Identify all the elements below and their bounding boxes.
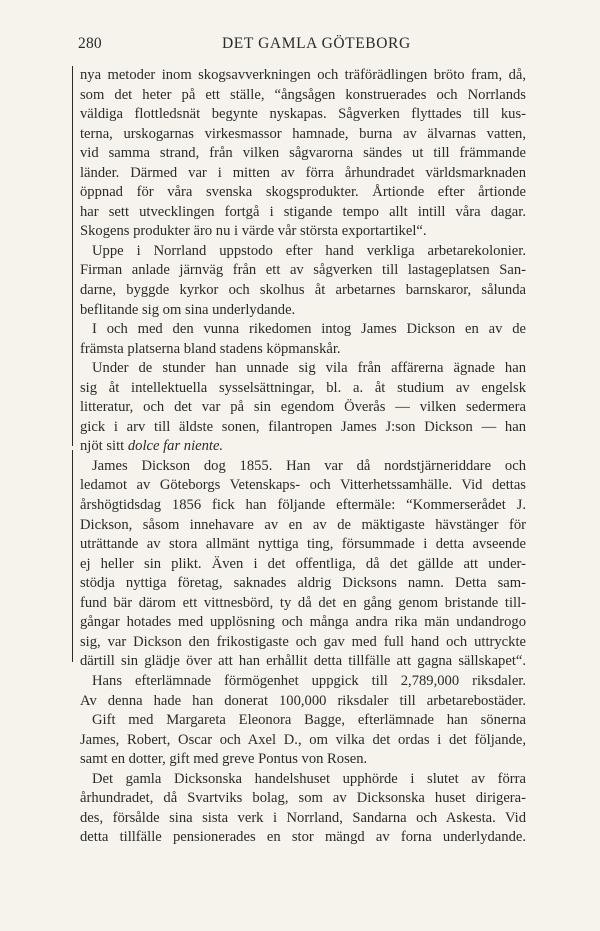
text-line: Firman anlade järnväg från ett av sågverken till lastageplatsen San- xyxy=(80,262,526,279)
page-header xyxy=(78,35,528,55)
text-line: James, Robert, Oscar och Axel D., om vilka det ordas i det följande, xyxy=(80,731,526,748)
text-line: Hans efterlämnade förmögenhet uppgick till 2,789,000 riksdaler. xyxy=(92,672,526,689)
text-line: årshögtidsdag 1856 fick han följande eftermäle: “Kommerserådet J. xyxy=(80,497,526,514)
text-line: som det heter på ett ställe, “ångsågen konstruerades och Norrlands xyxy=(80,86,526,103)
text-line: stödja nyttiga företag, saknades aldrig Dicksons namn. Detta sam- xyxy=(80,575,526,592)
body-text xyxy=(80,66,526,848)
text-line: des, försålde sina sista verk i Norrland, Sandarna och Askesta. Vid xyxy=(80,809,526,826)
text-line: vid samma strand, från vilken sågvarorna sändes ut till främmande xyxy=(80,145,526,162)
text-line: ej heller sin plikt. Även i det offentliga, då det gällde att under- xyxy=(80,555,526,572)
text-line: därtill sin glädje över att han erhållit detta tillfälle att gagna sällskapet“. xyxy=(80,653,526,670)
text-line: James Dickson dog 1855. Han var då nordstjärneriddare och xyxy=(92,457,526,474)
text-line: sig, var Dickson den frikostigaste och gav med full hand och uttryckte xyxy=(80,633,526,650)
text-line: darne, byggde kyrkor och skolhus åt arbetarnes barnskaror, sålunda xyxy=(80,282,526,299)
text-line: ledamot av Göteborgs Vetenskaps- och Vitterhetssamhälle. Vid dettas xyxy=(80,477,526,494)
margin-rule-upper xyxy=(72,66,73,446)
text-line: främsta platserna bland stadens köpmanskår. xyxy=(80,340,341,357)
text-line: fund bär därom ett vittnesbörd, ty då det en gång genom bristande till- xyxy=(80,594,526,611)
text-line: samt en dotter, gift med greve Pontus von Rosen. xyxy=(80,751,368,768)
text-line: Skogens produkter äro nu i värde vår största exportartikel“. xyxy=(80,223,427,240)
text-line: litteratur, och det var på sin egendom Överås — vilken sedermera xyxy=(80,399,526,416)
running-title: DET GAMLA GÖTEBORG xyxy=(222,35,411,52)
text-line: detta tillfälle pensionerades en stor mängd av forna underlydande. xyxy=(80,829,526,846)
page-number: 280 xyxy=(78,35,102,52)
text-line: Under de stunder han unnade sig vila från affärerna ägnade han xyxy=(92,360,526,377)
text-line: sig åt intellektuella sysselsättningar, bl. a. åt studium av engelsk xyxy=(80,379,526,396)
text-line: I och med den vunna rikedomen intog James Dickson en av de xyxy=(92,321,526,338)
text-line: Av denna hade han donerat 100,000 riksdaler till arbetarebostäder. xyxy=(80,692,526,709)
text-line: öppnad för våra svenska skogsprodukter. Årtionde efter årtionde xyxy=(80,184,526,201)
text-line: århundradet, då Svartviks bolag, som av Dicksonska huset dirigera- xyxy=(80,790,526,807)
text-line: beflitande sig om sina underlydande. xyxy=(80,301,296,318)
text-line: nya metoder inom skogsavverkningen och träförädlingen bröto fram, då, xyxy=(80,67,526,83)
text-line: njöt sitt dolce far niente. xyxy=(80,438,224,455)
text-line: länder. Därmed var i mitten av förra århundradet världsmarknaden xyxy=(80,164,526,181)
text-line: har sett utvecklingen fortgå i stigande tempo allt intill våra dagar. xyxy=(80,203,526,220)
text-line: väldiga flottledsnät begynte nyskapas. Sågverken flyttades till kus- xyxy=(80,106,526,123)
text-line: terna, urskogarnas virkesmassor hamnade, burna av älvarnas vatten, xyxy=(80,125,526,142)
italic-phrase: dolce far niente. xyxy=(127,438,224,455)
margin-rule-lower xyxy=(72,450,73,662)
text-line: Det gamla Dicksonska handelshuset upphörde i slutet av förra xyxy=(92,770,526,787)
text-line: uträttande av stora allmänt nyttiga ting, försummade i detta avseende xyxy=(80,536,526,553)
text-line: gick i arv till äldste sonen, filantropen James J:son Dickson — han xyxy=(80,418,526,435)
text-line: Dickson, såsom innehavare av en av de mäktigaste hävstänger för xyxy=(80,516,526,533)
text-line: gångar hotades med upplösning och många andra rika män undandrogo xyxy=(80,614,526,631)
text-line: Uppe i Norrland uppstodo efter hand verkliga arbetarekolonier. xyxy=(92,242,526,259)
text-line: Gift med Margareta Eleonora Bagge, efterlämnade han sönerna xyxy=(92,712,526,729)
